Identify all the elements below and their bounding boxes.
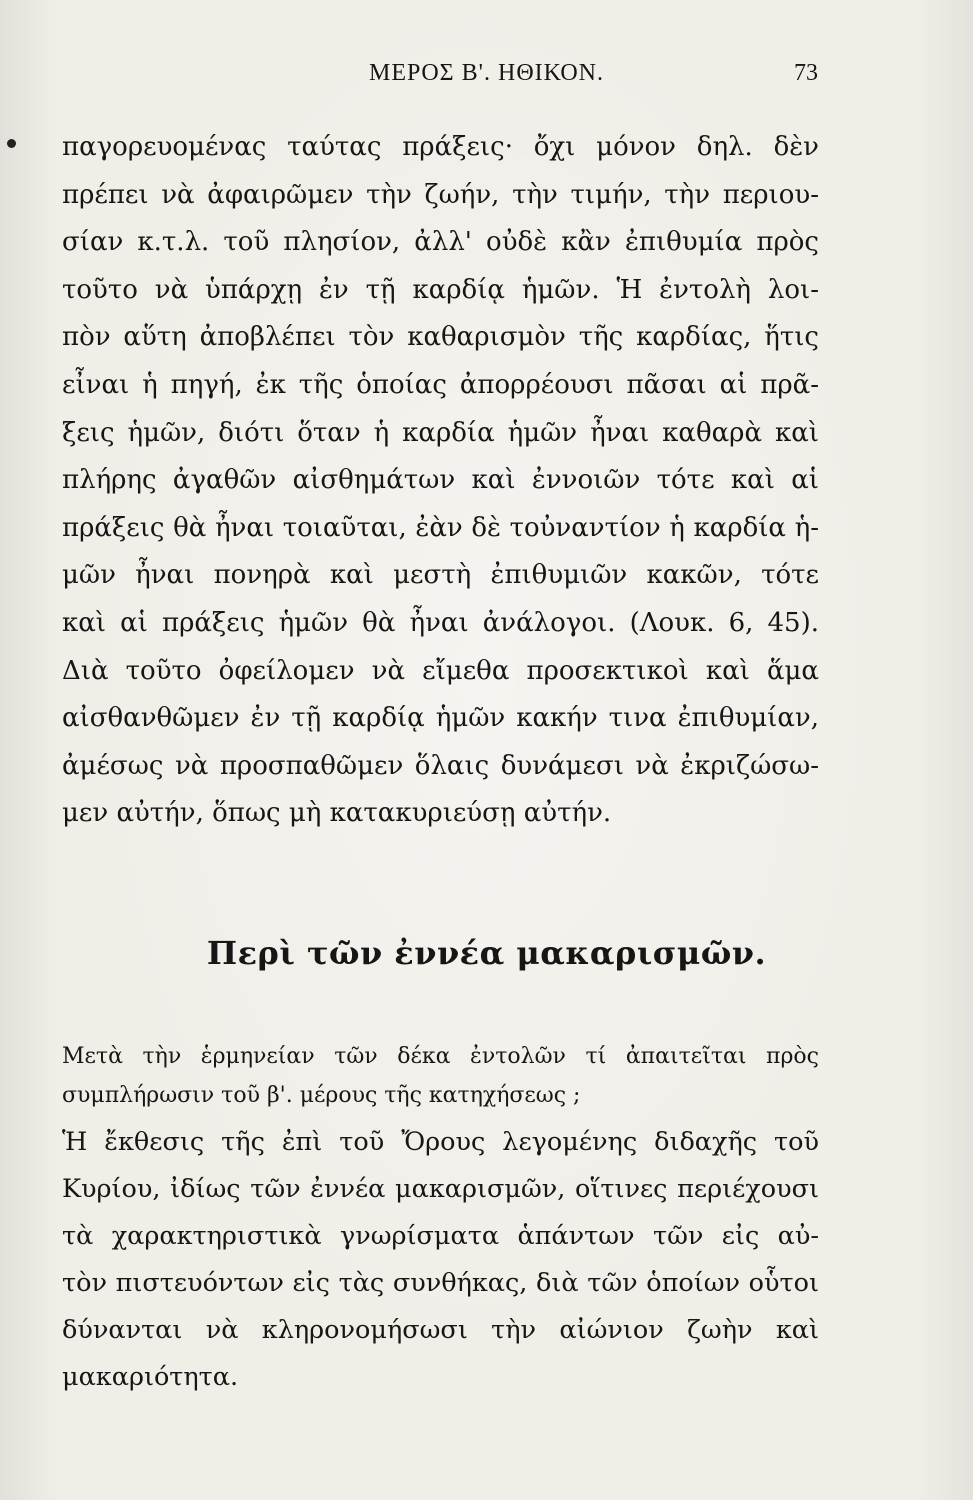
body-paragraph — [62, 124, 819, 838]
section-heading: Περὶ τῶν ἐννέα μακαρισμῶν. — [206, 934, 767, 972]
answer-line: Ἡ ἔκθεσις τῆς ἐπὶ τοῦ Ὄρους λεγομένης διδαχῆς τοῦ — [62, 1127, 819, 1157]
text-line: καὶ αἱ πράξεις ἡμῶν θὰ ἦναι ἀνάλογοι. (Λουκ. 6, 45). — [62, 607, 819, 638]
margin-dot-mark — [7, 139, 16, 148]
answer-line: μακαριότητα. — [62, 1362, 239, 1392]
text-line: ἀμέσως νὰ προσπαθῶμεν ὅλαις δυνάμεσι νὰ ἐκριζώσω- — [62, 750, 819, 781]
catechism-question — [62, 1037, 819, 1115]
question-line: Μετὰ τὴν ἑρμηνείαν τῶν δέκα ἐντολῶν τί ἀπαιτεῖται πρὸς — [62, 1044, 819, 1069]
text-line: μῶν ἦναι πονηρὰ καὶ μεστὴ ἐπιθυμιῶν κακῶν, τότε — [62, 560, 819, 591]
text-line: σίαν κ.τ.λ. τοῦ πλησίον, ἀλλ' οὐδὲ κἂν ἐπιθυμία πρὸς — [62, 227, 819, 258]
answer-line: Κυρίου, ἰδίως τῶν ἐννέα μακαρισμῶν, οἵτινες περιέχουσι — [62, 1174, 819, 1204]
answer-line: τὰ χαρακτηριστικὰ γνωρίσματα ἁπάντων τῶν εἰς αὐ- — [62, 1221, 819, 1251]
page-number: 73 — [794, 60, 818, 86]
text-line: αἰσθανθῶμεν ἐν τῇ καρδίᾳ ἡμῶν κακήν τινα ἐπιθυμίαν, — [62, 703, 819, 734]
text-line: πὸν αὕτη ἀποβλέπει τὸν καθαρισμὸν τῆς καρδίας, ἥτις — [62, 322, 819, 353]
answer-line: δύνανται νὰ κληρονομήσωσι τὴν αἰώνιον ζωὴν καὶ — [62, 1315, 819, 1345]
text-line: πράξεις θὰ ἦναι τοιαῦται, ἐὰν δὲ τοὐναντίον ἡ καρδία ἡ- — [62, 512, 819, 543]
text-line: παγορευομένας ταύτας πράξεις· ὄχι μόνον δηλ. δὲν — [62, 132, 819, 162]
page-header — [0, 60, 973, 100]
text-line: ξεις ἡμῶν, διότι ὅταν ἡ καρδία ἡμῶν ἦναι καθαρὰ καὶ — [62, 417, 819, 448]
text-line: πλήρης ἀγαθῶν αἰσθημάτων καὶ ἐννοιῶν τότε καὶ αἱ — [62, 465, 819, 496]
text-line: τοῦτο νὰ ὑπάρχῃ ἐν τῇ καρδίᾳ ἡμῶν. Ἡ ἐντολὴ λοι- — [62, 274, 819, 305]
running-head: ΜΕΡΟΣ Β'. ΗΘΙΚΟΝ. — [369, 60, 604, 86]
question-line: συμπλήρωσιν τοῦ β'. μέρους τῆς κατηχήσεως ; — [62, 1083, 581, 1108]
text-line: Διὰ τοῦτο ὀφείλομεν νὰ εἴμεθα προσεκτικοὶ καὶ ἅμα — [62, 655, 819, 686]
text-line: εἶναι ἡ πηγή, ἐκ τῆς ὁποίας ἀπορρέουσι πᾶσαι αἱ πρᾶ- — [62, 369, 819, 400]
catechism-answer — [62, 1119, 819, 1401]
answer-line: τὸν πιστευόντων εἰς τὰς συνθήκας, διὰ τῶν ὁποίων οὗτοι — [62, 1268, 819, 1298]
text-line: πρέπει νὰ ἀφαιρῶμεν τὴν ζωήν, τὴν τιμήν, τὴν περιου- — [62, 179, 819, 210]
text-line: μεν αὐτήν, ὅπως μὴ κατακυριεύσῃ αὐτήν. — [62, 798, 612, 829]
